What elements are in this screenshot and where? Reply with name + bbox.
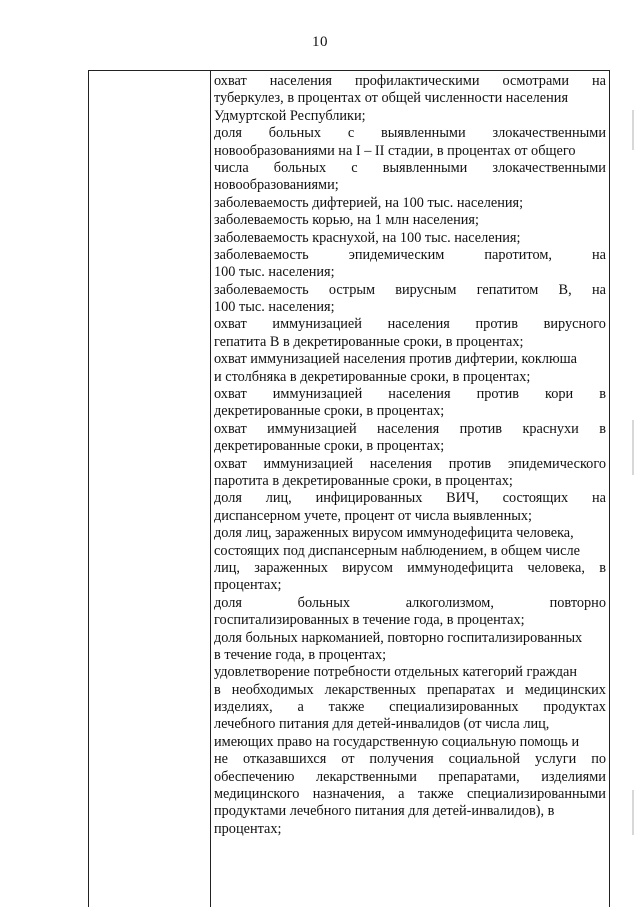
indicator-line [214,125,606,142]
word: доля [214,490,242,507]
word: населения [369,455,432,472]
word: охват [214,316,247,333]
word: а [398,786,405,803]
word: числа [214,159,249,176]
word: населения [388,386,451,403]
word: острым [328,281,375,298]
word: эпидемическим [348,246,445,263]
indicator-item [214,282,606,317]
indicator-item [214,490,606,525]
page-number: 10 [312,34,328,50]
word: лекарственными [315,768,417,785]
word: на [591,246,606,263]
indicator-line [214,769,606,786]
indicator-line: заболеваемость дифтерией, на 100 тыс. населения; [214,194,524,211]
indicator-item [214,125,606,195]
indicator-line [214,421,606,438]
indicator-line: удовлетворение потребности отдельных категорий граждан [214,664,578,681]
word: паротитом, [484,246,552,263]
indicator-line: доля лиц, зараженных вирусом иммунодефицита человека, [214,525,574,542]
word: изделиями [541,768,606,785]
word: социальной [448,751,521,768]
scan-edge-mark [632,110,634,150]
word: иммунизацией [272,386,363,403]
word: также [417,786,454,803]
indicator-line [214,247,606,264]
word: инфицированных [315,490,423,507]
word: больных [297,594,350,611]
word: доля [214,594,242,611]
indicator-line: Удмуртской Республики; [214,107,366,124]
indicator-item [214,247,606,282]
word: больных [268,125,322,142]
indicator-line: 100 тыс. населения; [214,299,335,316]
indicator-line: охват иммунизацией населения против дифтерии, коклюша [214,351,578,368]
word: охват [214,420,247,437]
word: охват [214,386,247,403]
indicator-line: лечебного питания для детей-инвалидов (от числа лиц, [214,716,550,733]
word: вирусным [395,281,457,298]
word: гепатитом [476,281,539,298]
indicator-line: заболеваемость корью, на 1 млн населения; [214,212,479,229]
scan-edge-mark [632,420,634,475]
indicator-item [214,230,606,247]
word: препаратах [427,681,496,698]
word: услуги [534,751,577,768]
indicator-item [214,630,606,665]
indicator-item [214,351,606,386]
word: продуктах [543,699,606,716]
word: в [214,681,221,698]
indicator-item [214,316,606,351]
word: от [341,751,355,768]
word: и [506,681,514,698]
indicator-line: туберкулез, в процентах от общей численности населения [214,90,569,107]
indicator-line: продуктами лечебного питания для детей-инвалидов), в [214,803,555,820]
indicator-item [214,386,606,421]
indicator-line [214,490,606,507]
indicator-line [214,699,606,716]
word: злокачественными [492,159,606,176]
word: лиц, [265,490,292,507]
indicator-line [214,73,606,90]
indicator-line: диспансерном учете, процент от числа выявленных; [214,507,532,524]
indicator-line [214,160,606,177]
word: лиц, [214,559,241,576]
indicator-item [214,195,606,212]
indicator-line: паротита в декретированные сроки, в процентах; [214,472,513,489]
indicator-line: состоящих под диспансерным наблюдением, в общем числе [214,542,580,559]
indicator-line: новообразованиями; [214,177,339,194]
indicator-line [214,456,606,473]
empty-left-cell [89,71,210,907]
word: осмотрами [502,73,569,89]
indicator-line [214,560,606,577]
word: вирусом [342,559,393,576]
indicator-line: декретированные сроки, в процентах; [214,438,445,455]
word: населения [387,316,450,333]
word: доля [214,125,242,142]
indicators-table [88,70,610,907]
indicator-line: 100 тыс. населения; [214,264,335,281]
word: человека, [527,559,585,576]
word: препаратами, [438,768,520,785]
word: обеспечению [214,768,295,785]
word: на [592,73,606,89]
word: на [591,281,606,298]
word: эпидемического [507,455,606,472]
indicator-item [214,212,606,229]
indicator-line [214,786,606,803]
indicator-line: процентах; [214,577,282,594]
word: иммунодефицита [407,559,514,576]
word: заболеваемость [214,281,309,298]
word: больных [273,159,327,176]
column-divider [210,71,211,907]
word: населения [377,420,440,437]
indicator-item [214,456,606,491]
indicator-line: декретированные сроки, в процентах; [214,403,445,420]
word: выявленными [382,159,468,176]
word: в [599,420,606,437]
indicator-line [214,282,606,299]
word: выявленными [381,125,466,142]
word: злокачественными [492,125,606,142]
word: зараженных [254,559,328,576]
word: состоящих [502,490,569,507]
word: профилактическими [354,73,480,89]
word: изделиях, [214,699,273,716]
indicator-item [214,595,606,630]
indicator-item [214,421,606,456]
word: иммунизацией [263,455,353,472]
word: в [599,386,606,403]
indicator-item [214,525,606,595]
word: против [475,316,518,333]
word: лекарственных [324,681,417,698]
word: повторно [549,594,606,611]
indicator-line [214,386,606,403]
word: специализированных [389,699,519,716]
word: против [459,420,503,437]
word: не [214,751,228,768]
indicator-line: доля больных наркоманией, повторно госпитализированных [214,629,583,646]
word: отказавшихся [242,751,327,768]
word: охват [214,455,247,472]
word: иммунизацией [267,420,357,437]
word: также [328,699,365,716]
indicator-item [214,664,606,838]
word: населения [269,73,332,89]
indicator-item [214,73,606,125]
word: В, [558,281,572,298]
word: против [448,455,492,472]
word: на [592,490,606,507]
indicator-line: имеющих право на государственную социальную помощь и [214,733,580,750]
indicator-line [214,682,606,699]
word: краснухи [522,420,579,437]
word: с [347,125,355,142]
word: по [591,751,606,768]
word: заболеваемость [214,246,309,263]
indicator-line: новообразованиями на I – II стадии, в процентах от общего [214,142,576,159]
indicator-line: и столбняка в декретированные сроки, в процентах; [214,368,531,385]
indicator-line: в течение года, в процентах; [214,646,387,663]
word: в [599,559,606,576]
scan-edge-mark [632,790,634,835]
indicator-line [214,595,606,612]
word: назначения, [312,786,385,803]
indicator-line: заболеваемость краснухой, на 100 тыс. населения; [214,229,521,246]
indicator-line: процентах; [214,820,282,837]
word: вирусного [543,316,606,333]
word: с [351,159,358,176]
word: а [297,699,304,716]
word: получения [369,751,434,768]
word: медицинского [214,786,300,803]
indicator-line: гепатита В в декретированные сроки, в процентах; [214,333,524,350]
word: необходимых [231,681,314,698]
indicators-list-cell [214,73,606,838]
word: медицинских [524,681,606,698]
word: против [476,386,519,403]
indicator-line [214,316,606,333]
word: алкоголизмом, [405,594,494,611]
word: специализированными [466,786,606,803]
word: ВИЧ, [446,490,479,507]
word: охват [214,73,247,89]
indicator-line: госпитализированных в течение года, в процентах; [214,612,525,629]
word: иммунизацией [272,316,362,333]
word: кори [545,386,574,403]
indicator-line [214,751,606,768]
